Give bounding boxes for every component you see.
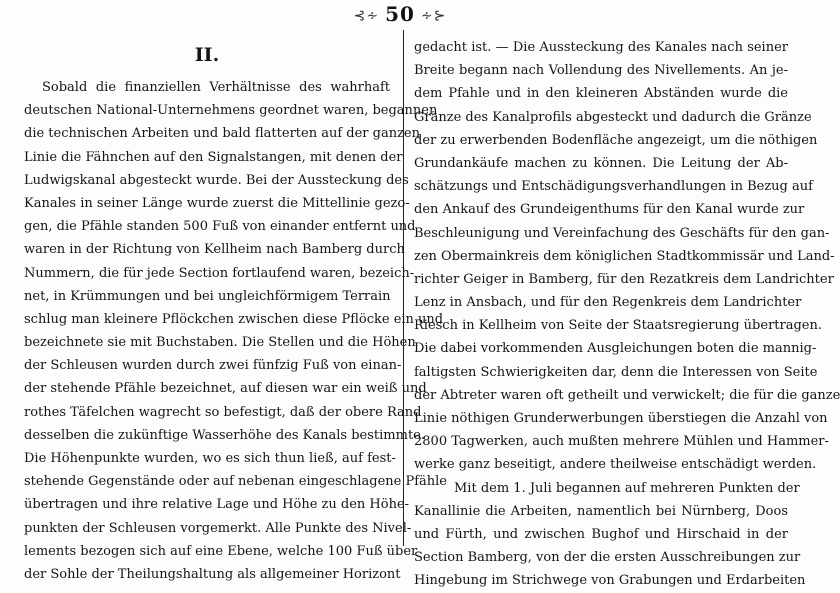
text-line: gedacht ist. — Die Aussteckung des Kanales nach seiner [414, 40, 788, 55]
text-line: bezeichnete sie mit Buchstaben. Die Stellen und die Höhen [24, 335, 416, 351]
text-line: schlug man kleinere Pflöckchen zwischen diese Pflöcke ein und [24, 311, 444, 327]
text-line: punkten der Schleusen vorgemerkt. Alle Punkte des Nivel- [24, 520, 412, 536]
text-line: der stehende Pfähle bezeichnet, auf diesen war ein weiß und [24, 381, 427, 397]
text-line: Breite begann nach Vollendung des Nivellements. An je- [414, 63, 788, 79]
page-number-header [0, 2, 800, 28]
text-line: der Schleusen wurden durch zwei fünfzig Fuß von einan- [24, 358, 402, 374]
text-line: Grundankäufe machen zu können. Die Leitung der Ab- [414, 155, 788, 171]
ornament-left-icon: ⊰∻ [353, 7, 380, 24]
text-line: Mit dem 1. Juli begannen auf mehreren Punkten der [454, 480, 800, 496]
text-line: Linie nöthigen Grunderwerbungen überstiegen die Anzahl von [414, 411, 828, 426]
text-line: der Sohle der Theilungshaltung als allgemeiner Horizont [24, 566, 401, 582]
text-line: Die dabei vorkommenden Ausgleichungen boten die mannig- [414, 341, 817, 357]
text-line: Beschleunigung und Vereinfachung des Geschäfts für den gan- [414, 225, 830, 241]
text-line: lements bezogen sich auf eine Ebene, welche 100 Fuß über [24, 543, 418, 559]
text-line: desselben die zukünftige Wasserhöhe des Kanals bestimmte. [24, 427, 425, 443]
text-line: deutschen National-Unternehmens geordnet waren, begannen [24, 103, 438, 119]
text-line: gen, die Pfähle standen 500 Fuß von einander entfernt und [24, 219, 416, 235]
text-line: Ludwigskanal abgesteckt wurde. Bei der Aussteckung des [24, 172, 409, 188]
right-column [414, 36, 840, 593]
text-line: Hingebung im Strichwege von Grabungen und Erdarbeiten [414, 573, 806, 589]
text-line: faltigsten Schwierigkeiten dar, denn die Interessen von Seite [414, 364, 818, 380]
text-line: dem Pfahle und in den kleineren Abständen wurde die [414, 86, 788, 102]
text-line: Nummern, die für jede Section fortlaufend waren, bezeich- [24, 265, 415, 281]
text-line: werke ganz beseitigt, andere theilweise entschädigt werden. [414, 457, 817, 473]
page-number: 50 [385, 2, 415, 26]
text-line: übertragen und ihre relative Lage und Höhe zu den Höhe- [24, 497, 410, 513]
text-line: Die Höhenpunkte wurden, wo es sich thun ließ, auf fest- [24, 451, 396, 466]
text-line: Section Bamberg, von der die ersten Ausschreibungen zur [414, 550, 801, 566]
text-line: Lenz in Ansbach, und für den Regenkreis dem Landrichter [414, 295, 802, 311]
text-line: Sobald die finanziellen Verhältnisse des wahrhaft [42, 80, 390, 95]
text-line: die technischen Arbeiten und bald flatterten auf der ganzen [24, 126, 420, 142]
text-line: Kanales in seiner Länge wurde zuerst die Mittellinie gezo- [24, 195, 410, 211]
text-line: der Abtreter waren oft getheilt und verwickelt; die für die ganze [414, 387, 840, 403]
text-line: stehende Gegenstände oder auf nebenan eingeschlagene Pfähle [24, 474, 447, 490]
text-line: waren in der Richtung von Kellheim nach Bamberg durch [24, 242, 405, 258]
text-line: Linie die Fähnchen auf den Signalstangen, mit denen der [24, 149, 403, 165]
text-line: den Ankauf des Grundeigenthums für den Kanal wurde zur [414, 202, 805, 218]
text-line: zen Obermainkreis dem königlichen Stadtkommissär und Land- [414, 248, 835, 264]
text-line: richter Geiger in Bamberg, für den Rezatkreis dem Landrichter [414, 271, 834, 287]
text-line: rothes Täfelchen wagrecht so befestigt, daß der obere Rand [24, 404, 422, 420]
section-heading: II. [194, 44, 220, 66]
text-line: und Fürth, und zwischen Bughof und Hirschaid in der [414, 526, 788, 542]
text-line: der zu erwerbenden Bodenfläche angezeigt, um die nöthigen [414, 132, 818, 148]
text-line: net, in Krümmungen und bei ungleichförmigem Terrain [24, 288, 391, 304]
text-line: schätzungs und Entschädigungsverhandlungen in Bezug auf [414, 179, 813, 195]
ornament-right-icon: ∻⊱ [420, 7, 447, 24]
left-column [24, 36, 447, 586]
text-line: Kanallinie die Arbeiten, namentlich bei Nürnberg, Doos [414, 503, 788, 519]
text-line: 2800 Tagwerken, auch mußten mehrere Mühlen und Hammer- [414, 434, 829, 450]
text-line: Riesch in Kellheim von Seite der Staatsregierung übertragen. [414, 318, 822, 334]
text-line: Gränze des Kanalprofils abgesteckt und dadurch die Gränze [414, 109, 812, 125]
